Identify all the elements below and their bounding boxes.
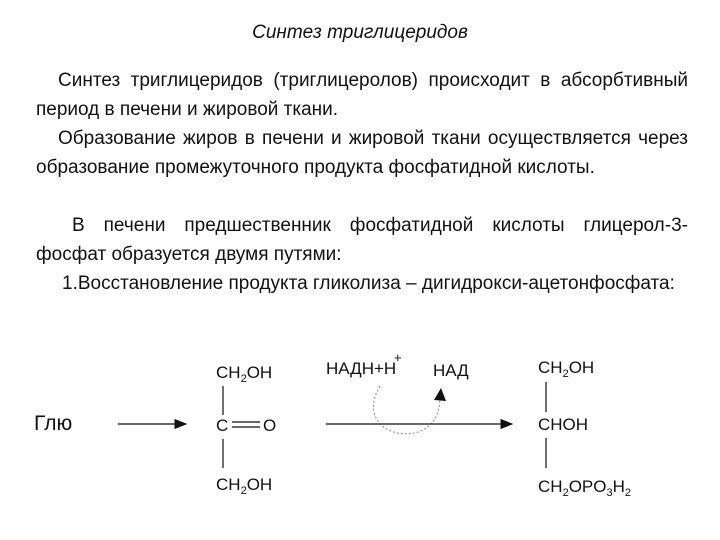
cofactor-charge: +: [394, 350, 402, 365]
cofactor-arc: [374, 386, 440, 434]
intermediate-structure: [216, 363, 276, 497]
paragraph-synthesis-period: Синтез триглицеридов (триглицеролов) происходит в абсорбтивный период в печени и жировой ткани.: [36, 70, 688, 120]
product-middle-group: CHOH: [538, 415, 589, 434]
product-structure: [538, 358, 631, 499]
intermediate-carbon: C: [216, 416, 229, 435]
intermediate-oxygen: O: [263, 416, 277, 435]
start-substrate-label: Глю: [34, 412, 73, 435]
paragraph-phosphatidic-acid: Образование жиров в печени и жировой ткани осуществляется через образование промежуточного продукта фосфатидной кислоты.: [36, 128, 688, 178]
reaction-scheme: [0, 340, 720, 540]
svg-text:CH2OPO3H2: $CH_2OPO_3H_2$: [538, 477, 632, 499]
paragraph-pathway-1: 1.Восстановление продукта гликолиза – дигидрокси-ацетонфосфата:: [62, 273, 675, 294]
svg-text:CH2OH: $CH_2OH$: [216, 475, 273, 497]
cofactor-arc-arrowhead: [434, 388, 446, 401]
slide-title: Синтез триглицеридов: [252, 22, 468, 43]
svg-text:CH2OH: $CH_2OH$: [216, 363, 273, 385]
paragraph-glycerol-3-phosphate: В печени предшественник фосфатидной кислоты глицерол-3-фосфат образуется двумя путями:: [36, 215, 688, 265]
svg-text:CH2OH: $CH_2OH$: [538, 358, 595, 380]
cofactor-nadh-label: НАДН+Н: [326, 359, 397, 378]
cofactor-nad-label: НАД: [433, 361, 469, 380]
